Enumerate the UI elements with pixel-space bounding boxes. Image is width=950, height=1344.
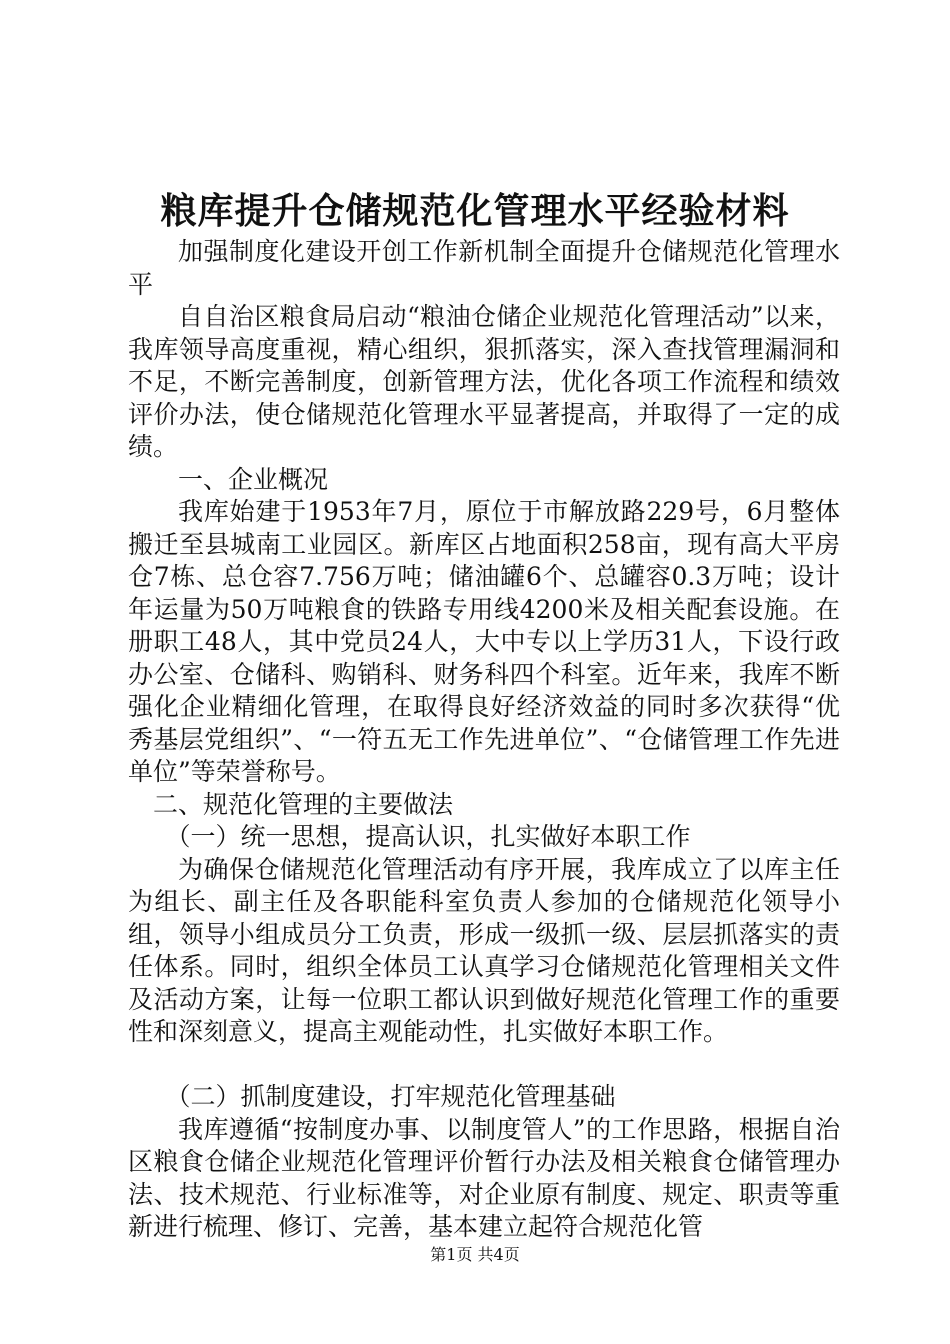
section1-body: 我库始建于1953年7月，原位于市解放路229号，6月整体搬迁至县城南工业园区。新库区占地面积258亩，现有高大平房仓7栋、总仓容7.756万吨；储油罐6个、总罐容0.3万吨；设计年运量为50万吨粮食的铁路专用线4200米及相关配套设施。在册职工48人，其中党员24人，大中专以上学历31人，下设行政办公室、仓储科、购销科、财务科四个科室。近年来，我库不断强化企业精细化管理，在取得良好经济效益的同时多次获得“优秀基层党组织”、“一符五无工作先进单位”、“仓储管理工作先进单位”等荣誉称号。 <box>128 497 840 786</box>
sub1-heading: （一）统一思想，提高认识，扎实做好本职工作 <box>165 822 691 851</box>
section1-heading: 一、企业概况 <box>178 464 329 494</box>
sub2-heading: （二）抓制度建设，打牢规范化管理基础 <box>165 1082 616 1111</box>
document-body <box>128 236 840 1244</box>
sub2-body: 我库遵循“按制度办事、以制度管人”的工作思路，根据自治区粮食仓储企业规范化管理评价暂行办法及相关粮食仓储管理办法、技术规范、行业标准等，对企业原有制度、规定、职责等重新进行梳理、修订、完善，基本建立起符合规范化管 <box>128 1114 840 1241</box>
document-title: 粮库提升仓储规范化管理水平经验材料 <box>160 190 790 232</box>
page-number-footer: 第1页 共4页 <box>430 1245 520 1264</box>
paragraph-gap <box>128 1049 840 1082</box>
subtitle-paragraph: 加强制度化建设开创工作新机制全面提升仓储规范化管理水平 <box>128 237 840 299</box>
sub1-body: 为确保仓储规范化管理活动有序开展，我库成立了以库主任为组长、副主任及各职能科室负责人参加的仓储规范化领导小组，领导小组成员分工负责，形成一级抓一级、层层抓落实的责任体系。同时，组织全体员工认真学习仓储规范化管理相关文件及活动方案，让每一位职工都认识到做好规范化管理工作的重要性和深刻意义，提高主观能动性，扎实做好本职工作。 <box>128 854 840 1046</box>
section2-heading: 二、规范化管理的主要做法 <box>153 789 454 819</box>
intro-paragraph: 自自治区粮食局启动“粮油仓储企业规范化管理活动”以来，我库领导高度重视，精心组织，狠抓落实，深入查找管理漏洞和不足，不断完善制度，创新管理方法，优化各项工作流程和绩效评价办法，使仓储规范化管理水平显著提高，并取得了一定的成绩。 <box>128 302 840 461</box>
